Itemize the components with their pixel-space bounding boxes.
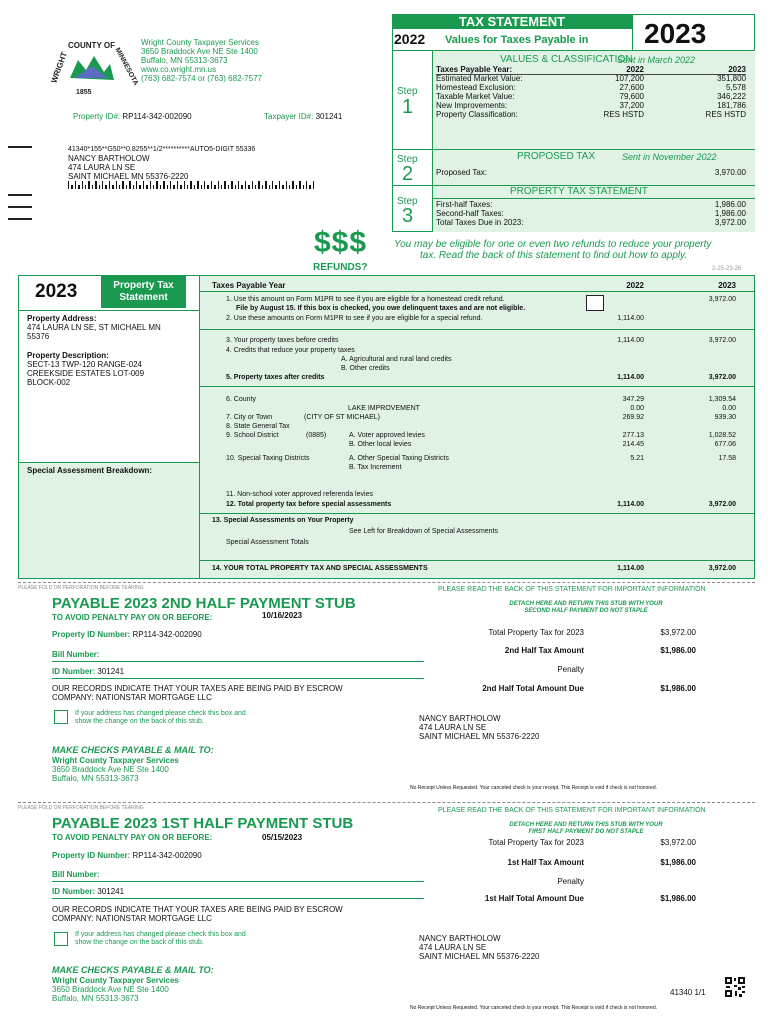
detail-box-title-1: Property Tax xyxy=(113,280,174,291)
read-back-note-1: PLEASE READ THE BACK OF THIS STATEMENT FOR IMPORTANT INFORMATION xyxy=(438,586,706,593)
barcode-bar xyxy=(262,185,263,189)
statement-title: TAX STATEMENT xyxy=(392,14,632,29)
barcode-bar xyxy=(129,181,130,189)
barcode-bar xyxy=(211,181,212,189)
barcode-bar xyxy=(139,185,140,189)
barcode-bar xyxy=(92,185,93,189)
step1-row-label: Homestead Exclusion: xyxy=(436,83,516,92)
barcode-bar xyxy=(299,181,300,189)
stub2-street: 474 LAURA LN SE xyxy=(419,723,487,732)
property-description-label: Property Description: xyxy=(27,351,109,360)
step3-taxes-table xyxy=(436,200,746,227)
office-phone: (763) 682-7574 or (763) 682-7577 xyxy=(141,74,262,83)
detail-col-2022: 2022 xyxy=(626,281,644,290)
step3-row-value: 1,986.00 xyxy=(714,200,746,209)
barcode-bar xyxy=(78,185,79,189)
stub1-street: 474 LAURA LN SE xyxy=(419,943,487,952)
stub1-due: $1,986.00 xyxy=(660,894,696,903)
owner-street: 474 LAURA LN SE xyxy=(68,163,136,172)
stub2-penalty-label: TO AVOID PENALTY PAY ON OR BEFORE: xyxy=(52,613,213,622)
line2-text: 2. Use these amounts on Form M1PR to see if you are eligible for a special refund. xyxy=(226,315,483,322)
stub1-address-note-2: show the change on the back of this stub. xyxy=(75,939,204,946)
barcode-bar xyxy=(265,181,266,189)
barcode-bar xyxy=(116,181,117,189)
barcode-bar xyxy=(269,185,270,189)
step3-row-label: First-half Taxes: xyxy=(436,200,493,209)
stub1-total: $3,972.00 xyxy=(660,838,696,847)
stub2-title: PAYABLE 2023 2ND HALF PAYMENT STUB xyxy=(52,595,356,612)
stub2-city: SAINT MICHAEL MN 55376-2220 xyxy=(419,732,540,741)
fold-mark xyxy=(8,194,32,196)
barcode-bar xyxy=(156,181,157,189)
line10a-2023: 17.58 xyxy=(718,455,736,462)
step3-row-label: Total Taxes Due in 2023: xyxy=(436,218,524,227)
line5-2023: 3,972.00 xyxy=(708,374,736,381)
stub1-receipt-note: No Receipt Unless Requested. Your canceled check is your receipt. This Receipt is void if check is not honored. xyxy=(410,1005,657,1011)
barcode-bar xyxy=(88,181,89,189)
step1-label: Step xyxy=(397,86,418,97)
step1-col-label: Taxes Payable Year: xyxy=(436,65,513,74)
step1-row-2023: 5,578 xyxy=(725,83,746,92)
barcode-bar xyxy=(289,185,290,189)
line13-see: See Left for Breakdown of Special Assessments xyxy=(349,528,499,535)
barcode-bar xyxy=(303,185,304,189)
stub1-title: PAYABLE 2023 1ST HALF PAYMENT STUB xyxy=(52,815,354,832)
stub2-due-label: 2nd Half Total Amount Due xyxy=(482,684,584,693)
line13-totals: Special Assessment Totals xyxy=(226,539,309,546)
stub1-pid-label: Property ID Number: xyxy=(52,851,131,860)
stub2-pid-label: Property ID Number: xyxy=(52,630,131,639)
barcode-bar xyxy=(255,185,256,189)
barcode-bar xyxy=(146,185,147,189)
property-description-1: SECT-13 TWP-120 RANGE-024 xyxy=(27,360,143,369)
line10a-2022: 5.21 xyxy=(630,455,644,462)
office-name: Wright County Taxpayer Services xyxy=(141,38,259,47)
stub2-penalty: Penalty xyxy=(557,665,584,674)
barcode-bar xyxy=(150,181,151,189)
owner-city: SAINT MICHAEL MN 55376-2220 xyxy=(68,172,189,181)
line9a-2022: 277.13 xyxy=(622,432,644,439)
stub2-total: $3,972.00 xyxy=(660,628,696,637)
stub2-total-label: Total Property Tax for 2023 xyxy=(488,628,584,637)
barcode-bar xyxy=(190,181,191,189)
line14-2023: 3,972.00 xyxy=(708,565,736,572)
stub1-payee-city: Buffalo, MN 55313-3673 xyxy=(52,994,139,1003)
step1-number: 1 xyxy=(402,96,414,118)
step3-row-value: 3,972.00 xyxy=(714,218,746,227)
line8-text: 8. State General Tax xyxy=(226,423,290,430)
line3-text: 3. Your property taxes before credits xyxy=(226,337,339,344)
property-id-label: Property ID#: xyxy=(73,112,121,121)
stub2-name: NANCY BARTHOLOW xyxy=(419,714,501,723)
line1-text-b: File by August 15. If this box is checked, you owe delinquent taxes and are not eligible. xyxy=(236,305,526,312)
barcode-bar xyxy=(313,181,314,189)
stub1-due-date: 05/15/2023 xyxy=(262,833,303,842)
line4b-text: B. Other credits xyxy=(341,365,390,372)
barcode-bar xyxy=(173,185,174,189)
property-address-label: Property Address: xyxy=(27,314,97,323)
line7-2023: 939.30 xyxy=(714,414,736,421)
barcode-bar xyxy=(119,185,120,189)
fold-mark xyxy=(8,218,32,220)
step3-label: Step xyxy=(397,196,418,207)
barcode-bar xyxy=(221,185,222,189)
step1-row xyxy=(436,110,746,119)
barcode-bar xyxy=(272,181,273,189)
step1-row-2022: 107,200 xyxy=(615,74,644,83)
step1-col-2022: 2022 xyxy=(626,65,644,74)
line5-text: 5. Property taxes after credits xyxy=(226,374,325,381)
step1-row-label: Taxable Market Value: xyxy=(436,92,515,101)
property-address-2: 55376 xyxy=(27,332,50,341)
detail-box-title-2: Statement xyxy=(119,292,168,303)
lake-2023: 0.00 xyxy=(722,405,736,412)
stub2-escrow-1: OUR RECORDS INDICATE THAT YOUR TAXES ARE BEING PAID BY ESCROW xyxy=(52,684,343,693)
special-assessment-label: Special Assessment Breakdown: xyxy=(27,466,153,475)
stub1-detach-1: DETACH HERE AND RETURN THIS STUB WITH YOUR xyxy=(509,822,663,828)
office-street: 3650 Braddock Ave NE Ste 1400 xyxy=(141,47,258,56)
step1-row-label: New Improvements: xyxy=(436,101,508,110)
barcode-bar xyxy=(163,181,164,189)
step2-number: 2 xyxy=(402,163,414,185)
barcode-bar xyxy=(275,185,276,189)
barcode-bar xyxy=(214,185,215,189)
stub2-receipt-note: No Receipt Unless Requested. Your canceled check is your receipt. This Receipt is void if check is not honored. xyxy=(410,785,657,791)
step1-row xyxy=(436,92,746,101)
fold-note-2: PLEASE FOLD ON PERFORATION BEFORE TEARING xyxy=(18,805,144,811)
fold-mark xyxy=(8,206,32,208)
stub1-total-label: Total Property Tax for 2023 xyxy=(488,838,584,847)
barcode-bar xyxy=(112,185,113,189)
property-address-1: 474 LAURA LN SE, ST MICHAEL MN xyxy=(27,323,161,332)
line6-text: 6. County xyxy=(226,396,256,403)
line14-2022: 1,114.00 xyxy=(617,565,644,572)
line1-text-a: 1. Use this amount on Form M1PR to see if you are eligible for a homestead credit refund. xyxy=(226,296,505,303)
proposed-tax-value: 3,970.00 xyxy=(714,168,746,177)
proposed-tax-label: Proposed Tax: xyxy=(436,168,487,177)
stub2-due-date: 10/16/2023 xyxy=(262,611,303,620)
stub2-bill-label: Bill Number: xyxy=(52,650,100,659)
barcode-bar xyxy=(105,185,106,189)
step1-row xyxy=(436,83,746,92)
stub1-penalty: Penalty xyxy=(557,877,584,886)
barcode-bar xyxy=(245,181,246,189)
stub2-pid: RP114-342-002090 xyxy=(132,630,202,639)
line3-2023: 3,972.00 xyxy=(708,337,736,344)
line10-text: 10. Special Taxing Districts xyxy=(226,455,310,462)
barcode-bar xyxy=(136,181,137,189)
step1-values-table xyxy=(436,74,746,119)
stub2-address-changed-checkbox[interactable] xyxy=(54,710,68,724)
lake-improvement-text: LAKE IMPROVEMENT xyxy=(348,405,420,412)
step3-row xyxy=(436,218,746,227)
stub1-checks-label: MAKE CHECKS PAYABLE & MAIL TO: xyxy=(52,965,214,975)
line10b-text: B. Tax Increment xyxy=(349,464,402,471)
barcode-bar xyxy=(204,181,205,189)
detail-col-2023: 2023 xyxy=(718,281,736,290)
stub2-payee: Wright County Taxpayer Services xyxy=(52,756,179,765)
stub1-id: 301241 xyxy=(97,887,125,896)
fold-note-1: PLEASE FOLD ON PERFORATION BEFORE TEARING xyxy=(18,585,144,591)
taxpayer-id-label: Taxpayer ID#: xyxy=(264,112,314,121)
step1-sent: Sent in March 2022 xyxy=(617,55,696,65)
barcode-bar xyxy=(258,181,259,189)
barcode-bar xyxy=(207,185,208,189)
line12-2022: 1,114.00 xyxy=(617,501,644,508)
line1-2023: 3,972.00 xyxy=(708,296,736,303)
line3-2022: 1,114.00 xyxy=(617,337,644,344)
line13-text: 13. Special Assessments on Your Property xyxy=(212,517,354,524)
detail-col-label: Taxes Payable Year xyxy=(212,281,286,290)
barcode-bar xyxy=(194,185,195,189)
barcode-bar xyxy=(252,181,253,189)
stub1-half: $1,986.00 xyxy=(660,858,696,867)
barcode-bar xyxy=(167,185,168,189)
line12-2023: 3,972.00 xyxy=(708,501,736,508)
stub1-address-changed-checkbox[interactable] xyxy=(54,932,68,946)
barcode-bar xyxy=(109,181,110,189)
line2-2022: 1,114.00 xyxy=(617,315,644,322)
stub1-address-note-1: If your address has changed please check this box and xyxy=(75,931,246,938)
step2-heading: PROPOSED TAX xyxy=(517,151,595,162)
stub2-address-note-2: show the change on the back of this stub. xyxy=(75,718,204,725)
line14-text: 14. YOUR TOTAL PROPERTY TAX AND SPECIAL ASSESSMENTS xyxy=(212,565,428,572)
stub1-city: SAINT MICHAEL MN 55376-2220 xyxy=(419,952,540,961)
barcode-bar xyxy=(224,181,225,189)
line9a-2023: 1,028.52 xyxy=(708,432,736,439)
barcode-bar xyxy=(177,181,178,189)
step1-row-label: Property Classification: xyxy=(436,110,518,119)
line7-text: 7. City or Town xyxy=(226,414,273,421)
lake-2022: 0.00 xyxy=(630,405,644,412)
step3-number: 3 xyxy=(402,205,414,227)
line7-2022: 269.92 xyxy=(622,414,644,421)
line9b-2022: 214.45 xyxy=(622,441,644,448)
statement-year: 2023 xyxy=(644,18,707,49)
step1-row xyxy=(436,74,746,83)
property-id: RP114-342-002090 xyxy=(122,112,192,121)
postal-barcode xyxy=(68,181,318,189)
step1-row-2023: 351,800 xyxy=(717,74,746,83)
barcode-bar xyxy=(99,185,100,189)
step1-col-2023: 2023 xyxy=(728,65,746,74)
stub2-detach-2: SECOND HALF PAYMENT DO NOT STAPLE xyxy=(524,608,648,614)
step3-row xyxy=(436,200,746,209)
stub2-half: $1,986.00 xyxy=(660,646,696,655)
stub1-escrow-1: OUR RECORDS INDICATE THAT YOUR TAXES ARE BEING PAID BY ESCROW xyxy=(52,905,343,914)
stub2-escrow-2: COMPANY: NATIONSTAR MORTGAGE LLC xyxy=(52,693,212,702)
line9a-text: A. Voter approved levies xyxy=(349,432,425,439)
barcode-bar xyxy=(228,185,229,189)
barcode-bar xyxy=(282,185,283,189)
stub2-payee-street: 3650 Braddock Ave NE Ste 1400 xyxy=(52,765,169,774)
stub1-half-label: 1st Half Tax Amount xyxy=(507,858,584,867)
fold-mark xyxy=(8,146,32,148)
stub1-name: NANCY BARTHOLOW xyxy=(419,934,501,943)
barcode-bar xyxy=(187,185,188,189)
stub2-detach-1: DETACH HERE AND RETURN THIS STUB WITH YOUR xyxy=(509,601,663,607)
stub2-id: 301241 xyxy=(97,667,125,676)
barcode-bar xyxy=(241,185,242,189)
detail-year: 2023 xyxy=(19,276,101,308)
step1-row-label: Estimated Market Value: xyxy=(436,74,523,83)
barcode-bar xyxy=(85,185,86,189)
stub1-due-label: 1st Half Total Amount Due xyxy=(484,894,584,903)
line4-text: 4. Credits that reduce your property taxes xyxy=(226,347,355,354)
step3-heading: PROPERTY TAX STATEMENT xyxy=(510,186,648,197)
stub2-half-label: 2nd Half Tax Amount xyxy=(504,646,584,655)
barcode-bar xyxy=(279,181,280,189)
barcode-bar xyxy=(235,185,236,189)
property-description-2: CREEKSIDE ESTATES LOT-009 xyxy=(27,369,145,378)
line6-2022: 347.29 xyxy=(622,396,644,403)
office-city: Buffalo, MN 55313-3673 xyxy=(141,56,228,65)
barcode-bar xyxy=(296,185,297,189)
line11-text: 11. Non-school voter approved referenda levies xyxy=(226,491,373,498)
barcode-bar xyxy=(68,181,69,189)
line9-district: (0885) xyxy=(306,432,327,439)
barcode-bar xyxy=(184,181,185,189)
barcode-bar xyxy=(218,181,219,189)
values-year-left: 2022 xyxy=(394,31,426,47)
read-back-note-2: PLEASE READ THE BACK OF THIS STATEMENT FOR IMPORTANT INFORMATION xyxy=(438,807,706,814)
refunds-label: REFUNDS? xyxy=(313,262,368,273)
delinquent-checkbox xyxy=(586,295,604,311)
stub1-bill-label: Bill Number: xyxy=(52,870,100,879)
barcode-bar xyxy=(143,181,144,189)
svg-text:MINNESOTA: MINNESOTA xyxy=(113,46,140,87)
stub1-pid: RP114-342-002090 xyxy=(132,851,202,860)
line9-text: 9. School District xyxy=(226,432,279,439)
qr-code-icon xyxy=(724,976,746,998)
step3-row-label: Second-half Taxes: xyxy=(436,209,504,218)
line10a-text: A. Other Special Taxing Districts xyxy=(349,455,449,462)
county-seal-logo xyxy=(48,28,140,98)
svg-text:WRIGHT: WRIGHT xyxy=(49,50,69,85)
refunds-dollars: $$$ xyxy=(314,226,368,259)
stub1-payee-street: 3650 Braddock Ave NE Ste 1400 xyxy=(52,985,169,994)
step1-row-2022: 37,200 xyxy=(619,101,644,110)
step1-row-2022: 79,600 xyxy=(619,92,644,101)
owner-name: NANCY BARTHOLOW xyxy=(68,154,150,163)
line7-city: (CITY OF ST MICHAEL) xyxy=(304,414,380,421)
barcode-bar xyxy=(286,181,287,189)
step3-row-value: 1,986.00 xyxy=(714,209,746,218)
step1-row-2023: 346,222 xyxy=(717,92,746,101)
taxpayer-id: 301241 xyxy=(315,112,343,121)
refunds-code: 2-25-23-26 xyxy=(712,266,742,272)
stub1-penalty-label: TO AVOID PENALTY PAY ON OR BEFORE: xyxy=(52,833,213,842)
stub1-escrow-2: COMPANY: NATIONSTAR MORTGAGE LLC xyxy=(52,914,212,923)
barcode-bar xyxy=(122,181,123,189)
step2-label: Step xyxy=(397,154,418,165)
refunds-text-1: You may be eligible for one or even two refunds to reduce your property xyxy=(394,239,712,250)
line4a-text: A. Agricultural and rural land credits xyxy=(341,356,452,363)
barcode-bar xyxy=(201,185,202,189)
barcode-bar xyxy=(180,185,181,189)
barcode-bar xyxy=(102,181,103,189)
step1-row-2023: RES HSTD xyxy=(705,110,746,119)
step1-row-2023: 181,786 xyxy=(717,101,746,110)
barcode-bar xyxy=(82,181,83,189)
stub1-id-label: ID Number: xyxy=(52,887,96,896)
barcode-bar xyxy=(153,185,154,189)
stub2-checks-label: MAKE CHECKS PAYABLE & MAIL TO: xyxy=(52,745,214,755)
line6-2023: 1,309.54 xyxy=(708,396,736,403)
barcode-bar xyxy=(309,185,310,189)
barcode-bar xyxy=(133,185,134,189)
step1-row xyxy=(436,101,746,110)
mail-code: 41340*155**G50**0.8255**1/2**********AUTO5-DIGIT 55336 xyxy=(68,146,256,153)
barcode-bar xyxy=(160,185,161,189)
barcode-bar xyxy=(170,181,171,189)
line12-text: 12. Total property tax before special assessments xyxy=(226,501,392,508)
barcode-bar xyxy=(306,181,307,189)
barcode-bar xyxy=(231,181,232,189)
property-description-3: BLOCK-002 xyxy=(27,378,71,387)
barcode-bar xyxy=(197,181,198,189)
svg-text:1855: 1855 xyxy=(76,89,92,96)
stub2-address-note-1: If your address has changed please check this box and xyxy=(75,710,246,717)
barcode-bar xyxy=(248,185,249,189)
barcode-bar xyxy=(238,181,239,189)
step1-row-2022: RES HSTD xyxy=(603,110,644,119)
barcode-bar xyxy=(95,181,96,189)
stub1-page-number: 41340 1/1 xyxy=(670,988,706,997)
step1-row-2022: 27,600 xyxy=(619,83,644,92)
line5-2022: 1,114.00 xyxy=(617,374,644,381)
svg-text:COUNTY OF: COUNTY OF xyxy=(68,41,115,50)
stub2-due: $1,986.00 xyxy=(660,684,696,693)
barcode-bar xyxy=(126,185,127,189)
line9b-2023: 677.06 xyxy=(714,441,736,448)
barcode-bar xyxy=(71,185,72,189)
stub1-payee: Wright County Taxpayer Services xyxy=(52,976,179,985)
stub2-payee-city: Buffalo, MN 55313-3673 xyxy=(52,774,139,783)
step1-heading: VALUES & CLASSIFICATION xyxy=(500,54,633,65)
office-web[interactable]: www.co.wright.mn.us xyxy=(141,65,217,74)
line9b-text: B. Other local levies xyxy=(349,441,412,448)
refunds-text-2: tax. Read the back of this statement to find out how to apply. xyxy=(420,250,688,261)
barcode-bar xyxy=(292,181,293,189)
barcode-bar xyxy=(75,181,76,189)
stub2-id-label: ID Number: xyxy=(52,667,96,676)
stub1-detach-2: FIRST HALF PAYMENT DO NOT STAPLE xyxy=(528,829,644,835)
step3-row xyxy=(436,209,746,218)
values-for-label: Values for Taxes Payable in xyxy=(445,34,589,46)
step2-sent: Sent in November 2022 xyxy=(622,152,717,162)
